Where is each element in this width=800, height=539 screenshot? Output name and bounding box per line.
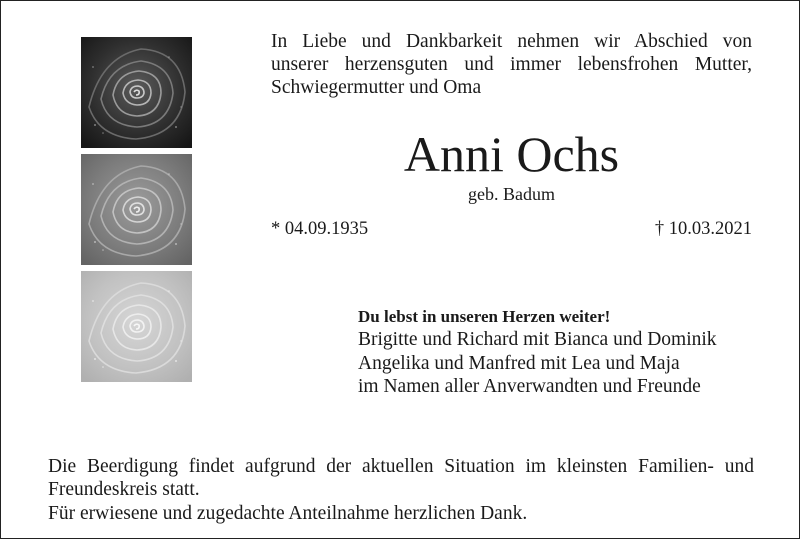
intro-line-3: Schwiegermutter und Oma bbox=[271, 77, 482, 98]
funeral-notice-line-2: Freundeskreis statt. bbox=[48, 479, 200, 501]
mourner-line: Angelika und Manfred mit Lea und Maja bbox=[358, 352, 680, 374]
funeral-notice bbox=[48, 455, 754, 525]
rose-icon bbox=[81, 154, 192, 265]
rose-image-middle bbox=[81, 154, 192, 265]
birth-date: * 04.09.1935 bbox=[271, 219, 369, 239]
rose-icon bbox=[81, 271, 192, 382]
deceased-name: Anni Ochs bbox=[403, 126, 620, 182]
rose-icon bbox=[81, 37, 192, 148]
motto: Du lebst in unseren Herzen weiter! bbox=[358, 307, 611, 326]
mourners-block bbox=[358, 305, 717, 398]
mourner-line: im Namen aller Anverwandten und Freunde bbox=[358, 375, 701, 397]
maiden-name: geb. Badum bbox=[468, 184, 555, 204]
funeral-notice-line-1: Die Beerdigung findet aufgrund der aktuellen Situation im kleinsten Familien- und bbox=[48, 456, 754, 477]
intro-line-1: In Liebe und Dankbarkeit nehmen wir Abschied von bbox=[271, 31, 752, 52]
thanks-line: Für erwiesene und zugedachte Anteilnahme herzlichen Dank. bbox=[48, 502, 528, 524]
rose-image-top bbox=[81, 37, 192, 148]
rose-image-bottom bbox=[81, 271, 192, 382]
mourner-line: Brigitte und Richard mit Bianca und Dominik bbox=[358, 329, 717, 351]
intro-text bbox=[271, 30, 752, 99]
death-date: † 10.03.2021 bbox=[654, 219, 752, 239]
intro-line-2: unserer herzensguten und immer lebensfrohen Mutter, bbox=[271, 54, 752, 75]
